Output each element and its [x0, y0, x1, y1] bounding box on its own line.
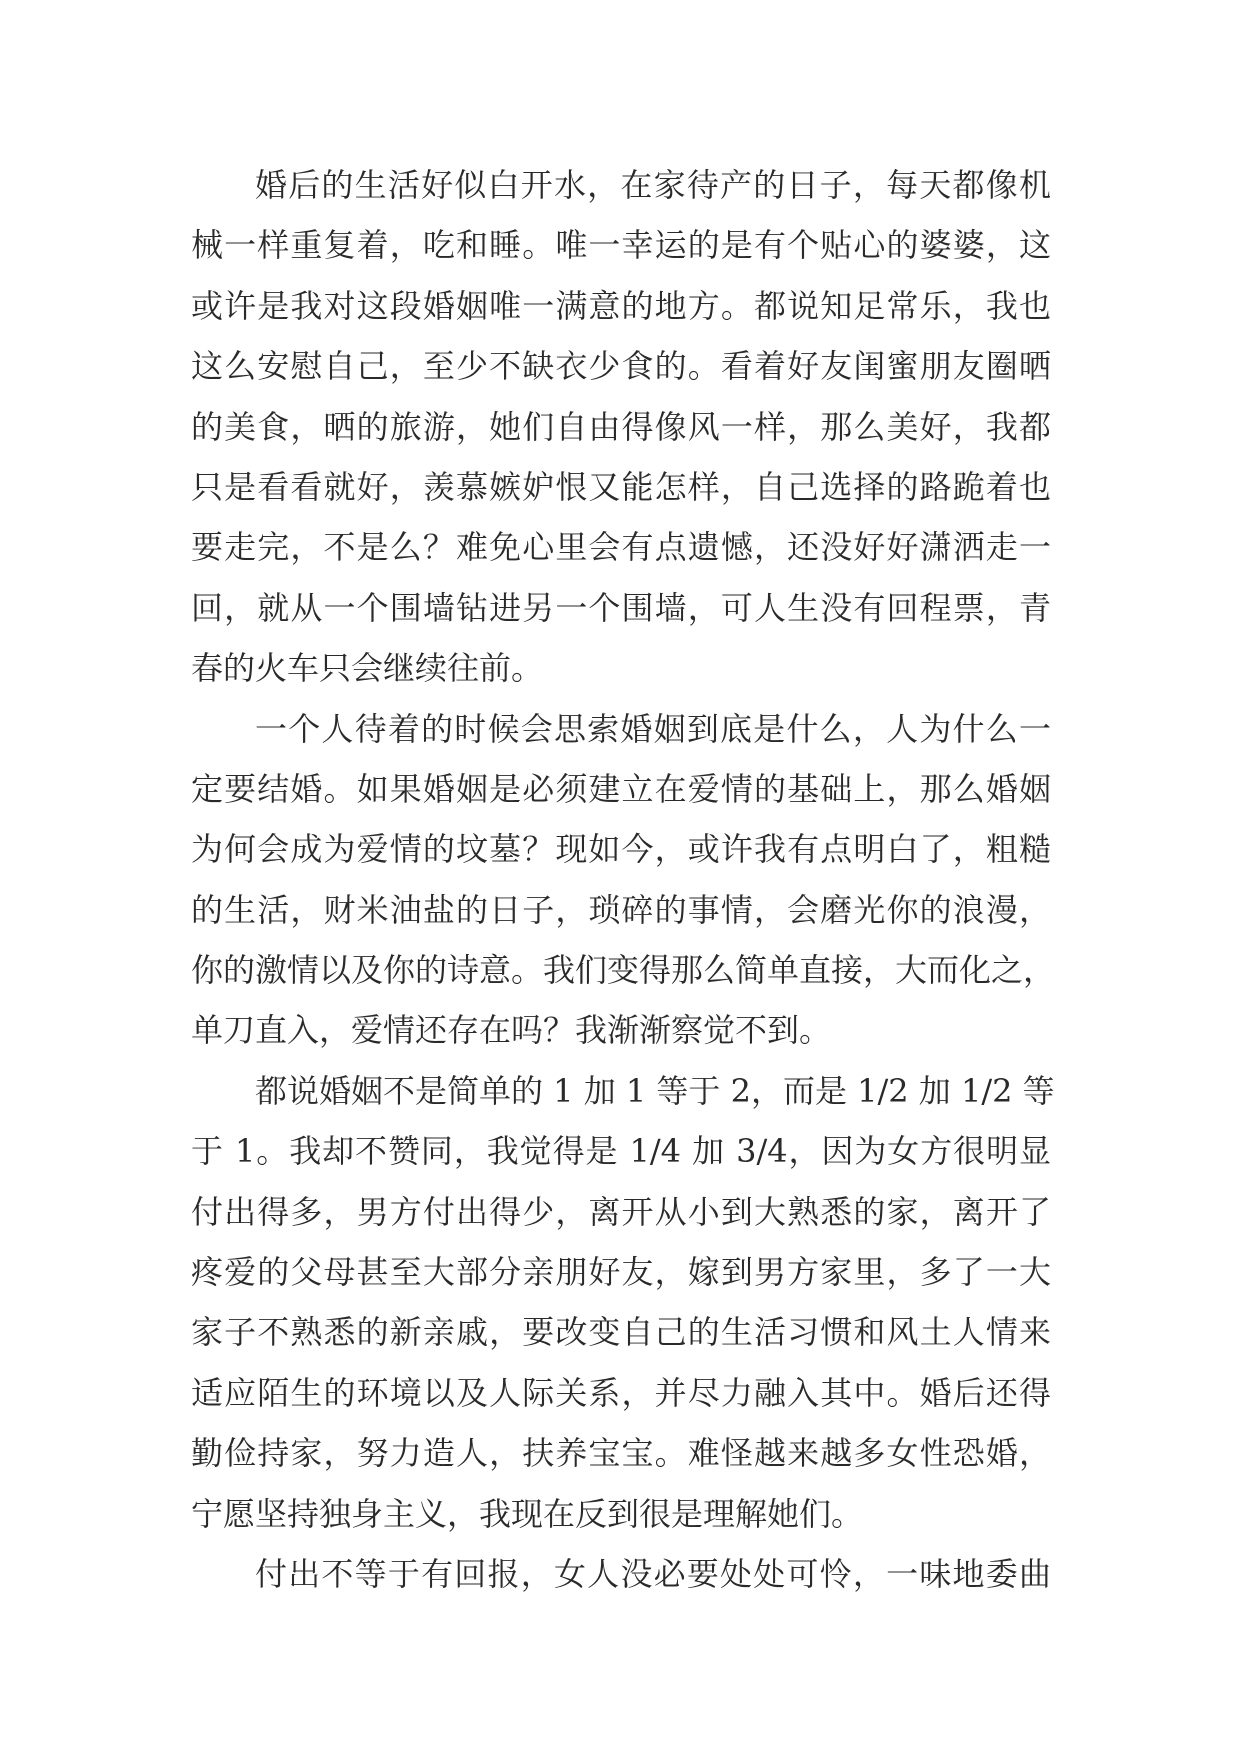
text-line: 械一样重复着，吃和睡。唯一幸运的是有个贴心的婆婆，这 [191, 226, 1051, 265]
text-line: 的美食，晒的旅游，她们自由得像风一样，那么美好，我都 [191, 407, 1051, 446]
text-line: 疼爱的父母甚至大部分亲朋好友，嫁到男方家里，多了一大 [191, 1253, 1051, 1292]
text-line: 要走完，不是么？难免心里会有点遗憾，还没好好潇洒走一 [191, 528, 1051, 567]
text-line: 只是看看就好，羡慕嫉妒恨又能怎样，自己选择的路跪着也 [191, 467, 1051, 506]
text-line: 你的激情以及你的诗意。我们变得那么简单直接，大而化之， [191, 951, 1056, 990]
text-line: 这么安慰自己，至少不缺衣少食的。看着好友闺蜜朋友圈晒 [191, 347, 1051, 386]
text-line: 婚后的生活好似白开水，在家待产的日子，每天都像机 [255, 166, 1051, 204]
text-line: 的生活，财米油盐的日子，琐碎的事情，会磨光你的浪漫， [191, 890, 1051, 929]
text-line: 回，就从一个围墙钻进另一个围墙，可人生没有回程票，青 [191, 588, 1051, 627]
text-line: 适应陌生的环境以及人际关系，并尽力融入其中。婚后还得 [191, 1373, 1051, 1412]
body-text [191, 155, 1056, 1604]
text-line: 或许是我对这段婚姻唯一满意的地方。都说知足常乐，我也 [191, 286, 1051, 325]
text-line: 勤俭持家，努力造人，扶养宝宝。难怪越来越多女性恐婚， [191, 1434, 1051, 1473]
paragraph [191, 1544, 1051, 1604]
text-line: 春的火车只会继续往前。 [191, 649, 544, 688]
paragraph [191, 1061, 1055, 1544]
text-line: 付出得多，男方付出得少，离开从小到大熟悉的家，离开了 [191, 1192, 1051, 1231]
text-line: 为何会成为爱情的坟墓？现如今，或许我有点明白了，粗糙 [191, 830, 1051, 869]
text-line: 一个人待着的时候会思索婚姻到底是什么，人为什么一 [255, 709, 1051, 748]
text-line: 于 1。我却不赞同，我觉得是 1/4 加 3/4，因为女方很明显 [191, 1132, 1051, 1171]
text-line: 宁愿坚持独身主义，我现在反到很是理解她们。 [191, 1494, 864, 1533]
text-line: 付出不等于有回报，女人没必要处处可怜，一味地委曲 [255, 1554, 1051, 1593]
paragraph [191, 699, 1056, 1061]
text-line: 都说婚姻不是简单的 1 加 1 等于 2，而是 1/2 加 1/2 等 [255, 1071, 1055, 1110]
paragraph [191, 155, 1051, 699]
text-line: 单刀直入，爱情还存在吗？我渐渐察觉不到。 [191, 1011, 832, 1050]
text-line: 家子不熟悉的新亲戚，要改变自己的生活习惯和风土人情来 [191, 1313, 1051, 1352]
text-line: 定要结婚。如果婚姻是必须建立在爱情的基础上，那么婚姻 [191, 769, 1051, 808]
